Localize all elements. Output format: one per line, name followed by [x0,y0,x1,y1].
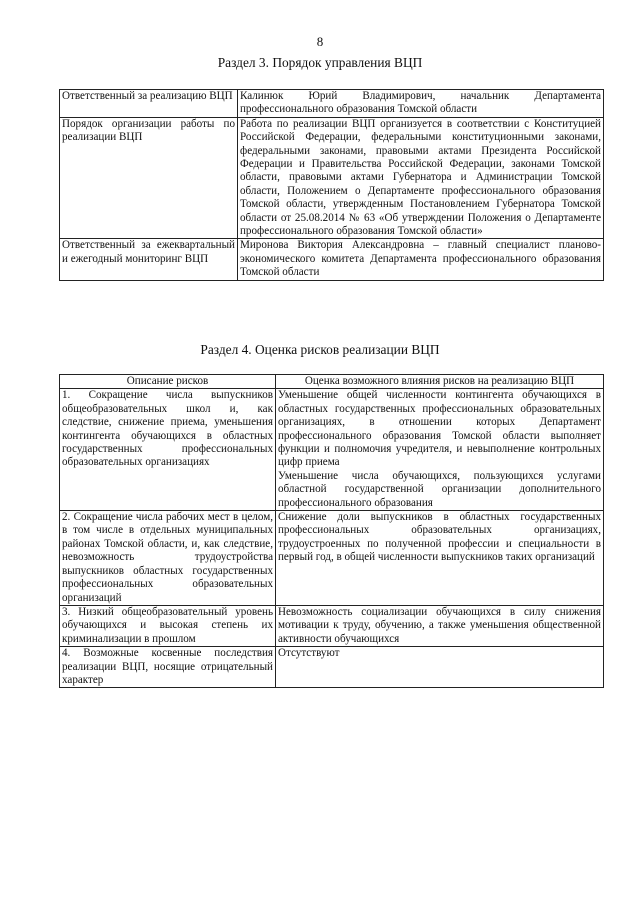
section-4-title: Раздел 4. Оценка рисков реализации ВЦП [200,342,440,357]
risk-impact [276,389,604,511]
column-header-impact: Оценка возможного влияния рисков на реализацию ВЦП [276,375,604,389]
column-header-risks: Описание рисков [60,375,276,389]
impact-paragraph: Уменьшение числа обучающихся, пользующихся услугами областной государственной организации дополнительного профессионального образования [278,469,601,509]
row-value: Калинюк Юрий Владимирович, начальник Департамента профессионального образования Томской области [238,90,604,118]
impact-paragraph: Уменьшение общей численности контингента обучающихся в областных государственных профессиональных образовательных организациях, в отношении которых Департамент профессионального образования Томской области выполняет функции и полномочия учредителя, и невыполнение контрольных цифр приема [278,389,601,469]
impact-paragraph: Отсутствуют [278,647,340,660]
page-number: 8 [316,34,324,49]
table-row [60,647,604,688]
table-row [60,511,604,606]
risk-impact [276,511,604,606]
risks-table [59,374,604,688]
table-row [60,605,604,646]
row-label: Порядок организации работы по реализации ВЦП [60,117,238,239]
impact-paragraph: Снижение доли выпускников в областных государственных профессиональных образовательных организациях, трудоустроенных по полученной профессии и специальности в первый год, в общей численности выпускников таких организаций [278,511,601,564]
risk-impact [276,647,604,688]
risk-description: 4. Возможные косвенные последствия реализации ВЦП, носящие отрицательный характер [60,647,276,688]
table-row [60,389,604,511]
impact-paragraph: Невозможность социализации обучающихся в силу снижения мотивации к труду, обучению, а также уменьшения общественной активности обучающихся [278,605,601,645]
row-label: Ответственный за реализацию ВЦП [60,90,238,118]
risk-description: 3. Низкий общеобразовательный уровень обучающихся и высокая степень их криминализации в прошлом [60,605,276,646]
row-value: Работа по реализации ВЦП организуется в соответствии с Конституцией Российской Федерации, федеральными конституционными законами, федеральными законами, правовыми актами Президента Российской Федерации и Правительства Российской Федерации, законами Томской области, правовыми актами Губернатора и Администрации Томской области, Положением о Департаменте профессионального образования Томской области, утвержденным Постановлением Губернатора Томской области от 25.08.2014 № 63 «Об утверждении Положения о Департаменте профессионального образования Томской области» [238,117,604,239]
section-3-title: Раздел 3. Порядок управления ВЦП [217,55,423,70]
risk-description: 1. Сокращение числа выпускников общеобразовательных школ и, как следствие, снижение приема, уменьшения контингента обучающихся в областных государственных профессиональных образовательных организациях [60,389,276,511]
row-value: Миронова Виктория Александровна – главный специалист планово-экономического комитета Департамента профессионального образования Томской области [238,239,604,280]
risk-description: 2. Сокращение числа рабочих мест в целом, в том числе в отдельных муниципальных районах Томской области, и, как следствие, невозможность трудоустройства выпускников областных государственных профессиональных образовательных организаций [60,511,276,606]
table-row [60,117,604,239]
table-row [60,239,604,280]
row-label: Ответственный за ежеквартальный и ежегодный мониторинг ВЦП [60,239,238,280]
table-header-row [60,375,604,389]
management-table [59,89,604,281]
risk-impact [276,605,604,646]
table-row [60,90,604,118]
